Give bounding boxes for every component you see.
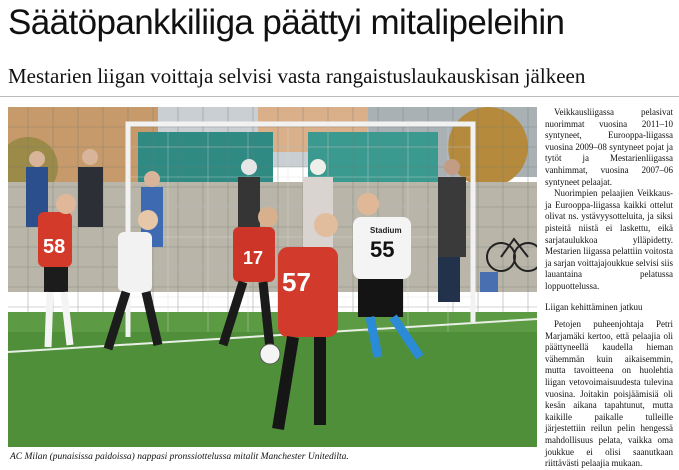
grass-far bbox=[8, 312, 537, 332]
football-match-photo bbox=[8, 107, 537, 447]
article-headline: Säätöpankkiliiga päättyi mitalipeleihin bbox=[8, 3, 565, 42]
shirt-sponsor-text: Stadium bbox=[370, 226, 402, 235]
photo-caption: AC Milan (punaisissa paidoissa) nappasi pronssiottelussa mitalit Manchester Unitedilta. bbox=[10, 452, 349, 462]
section-heading: Liigan kehittäminen jatkuu bbox=[545, 301, 643, 312]
body-paragraph-1: Veikkausliigassa pelasivat nuorimmat vuosina 2011–10 syntyneet, Eurooppa-liigassa vuosina 2009–08 syntyneet pojat ja tytöt ja Mestarienliigassa vanhimmat, vuosina 2007–06 syntyneet pelaajat. bbox=[545, 107, 673, 187]
body-paragraph-2: Nuorimpien pelaajien Veikkaus- ja Eurooppa-liigassa kaikki ottelut olivat ns. ystävyysotteluita, ja siksi pisteitä niistä ei laskettu, eikä sarjataulukkoa ylläpidetty. Mestarien liigassa pelattiin voitosta ja sarjan voittajajoukkue selvisi siis lauantaina pelatussa loppuottelussa. bbox=[545, 188, 673, 291]
article-subheadline: Mestarien liigan voittaja selvisi vasta rangaistuslaukauskisan jälkeen bbox=[8, 64, 586, 88]
jersey-number-17: 17 bbox=[243, 248, 264, 268]
jersey-number-57: 57 bbox=[282, 267, 311, 297]
jersey-number-55: 55 bbox=[370, 237, 395, 262]
article-body bbox=[545, 107, 673, 470]
football bbox=[260, 344, 280, 364]
header-divider bbox=[0, 96, 679, 97]
body-paragraph-3: Petojen puheenjohtaja Petri Marjamäki kertoo, että pelaajia oli päättyneellä kaudella hieman vähemmän kuin aikaisemmin, mutta tavoitteena on huolehtia liigan vetovoimaisuudesta tulevina vuosina. Joitakin poisjäämisiä oli kesän aikana tapahtunut, mutta kaikille paikalle tulleille järjestettiin reilun pelin hengessä mahdollisuus pelata, vaikka oma joukkue ei olisi saanutkaan riittävästi pelaajia mukaan. bbox=[545, 319, 673, 469]
article-photo bbox=[8, 107, 537, 447]
jersey-number-58: 58 bbox=[43, 236, 66, 258]
